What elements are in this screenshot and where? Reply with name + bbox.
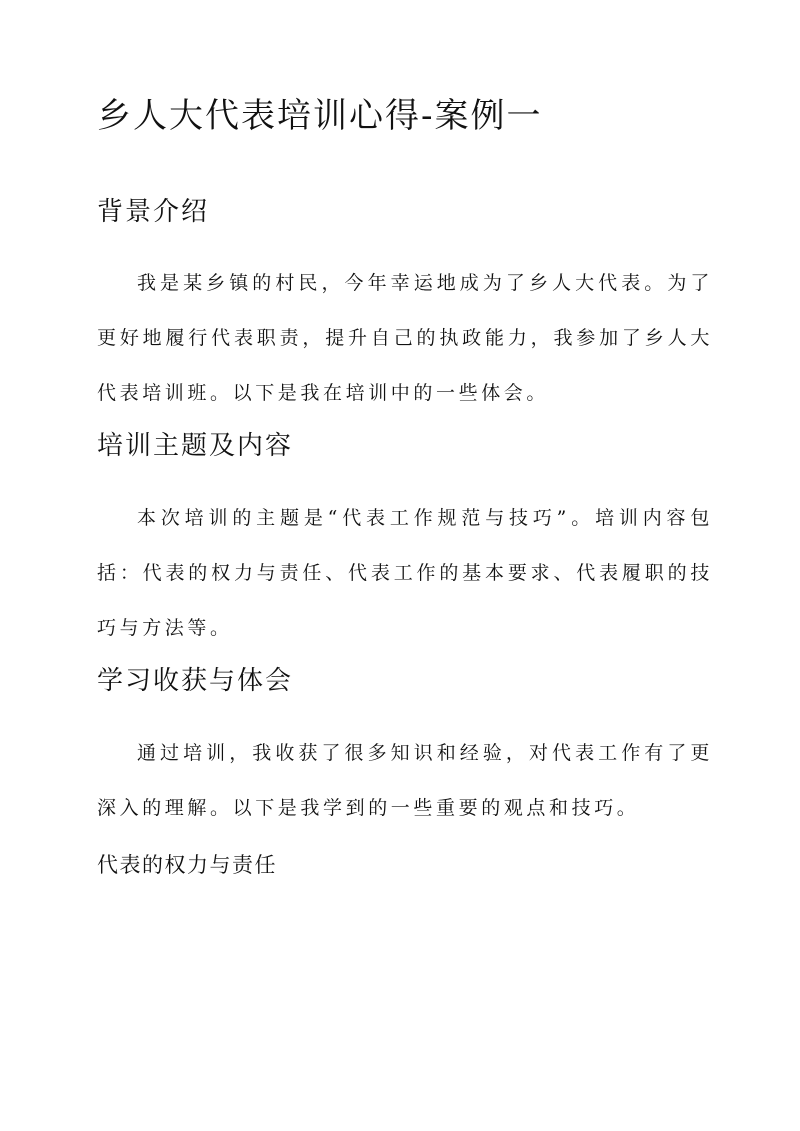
subsection-heading-powers-duties: 代表的权力与责任 [97, 853, 277, 877]
section-paragraph-learning-gains: 通过培训，我收获了很多知识和经验，对代表工作有了更深入的理解。以下是我学到的一些重要的观点和技巧。 [97, 742, 713, 819]
section-heading-background: 背景介绍 [97, 197, 210, 227]
section-heading-learning-gains: 学习收获与体会 [97, 666, 294, 696]
section-paragraph-training-content: 本次培训的主题是“代表工作规范与技巧”。培训内容包括：代表的权力与责任、代表工作的基本要求、代表履职的技巧与方法等。 [97, 507, 713, 639]
document-title: 乡人大代表培训心得-案例一 [97, 96, 543, 136]
section-paragraph-background: 我是某乡镇的村民，今年幸运地成为了乡人大代表。为了更好地履行代表职责，提升自己的执政能力，我参加了乡人大代表培训班。以下是我在培训中的一些体会。 [97, 272, 713, 404]
section-heading-training-content: 培训主题及内容 [97, 431, 294, 461]
